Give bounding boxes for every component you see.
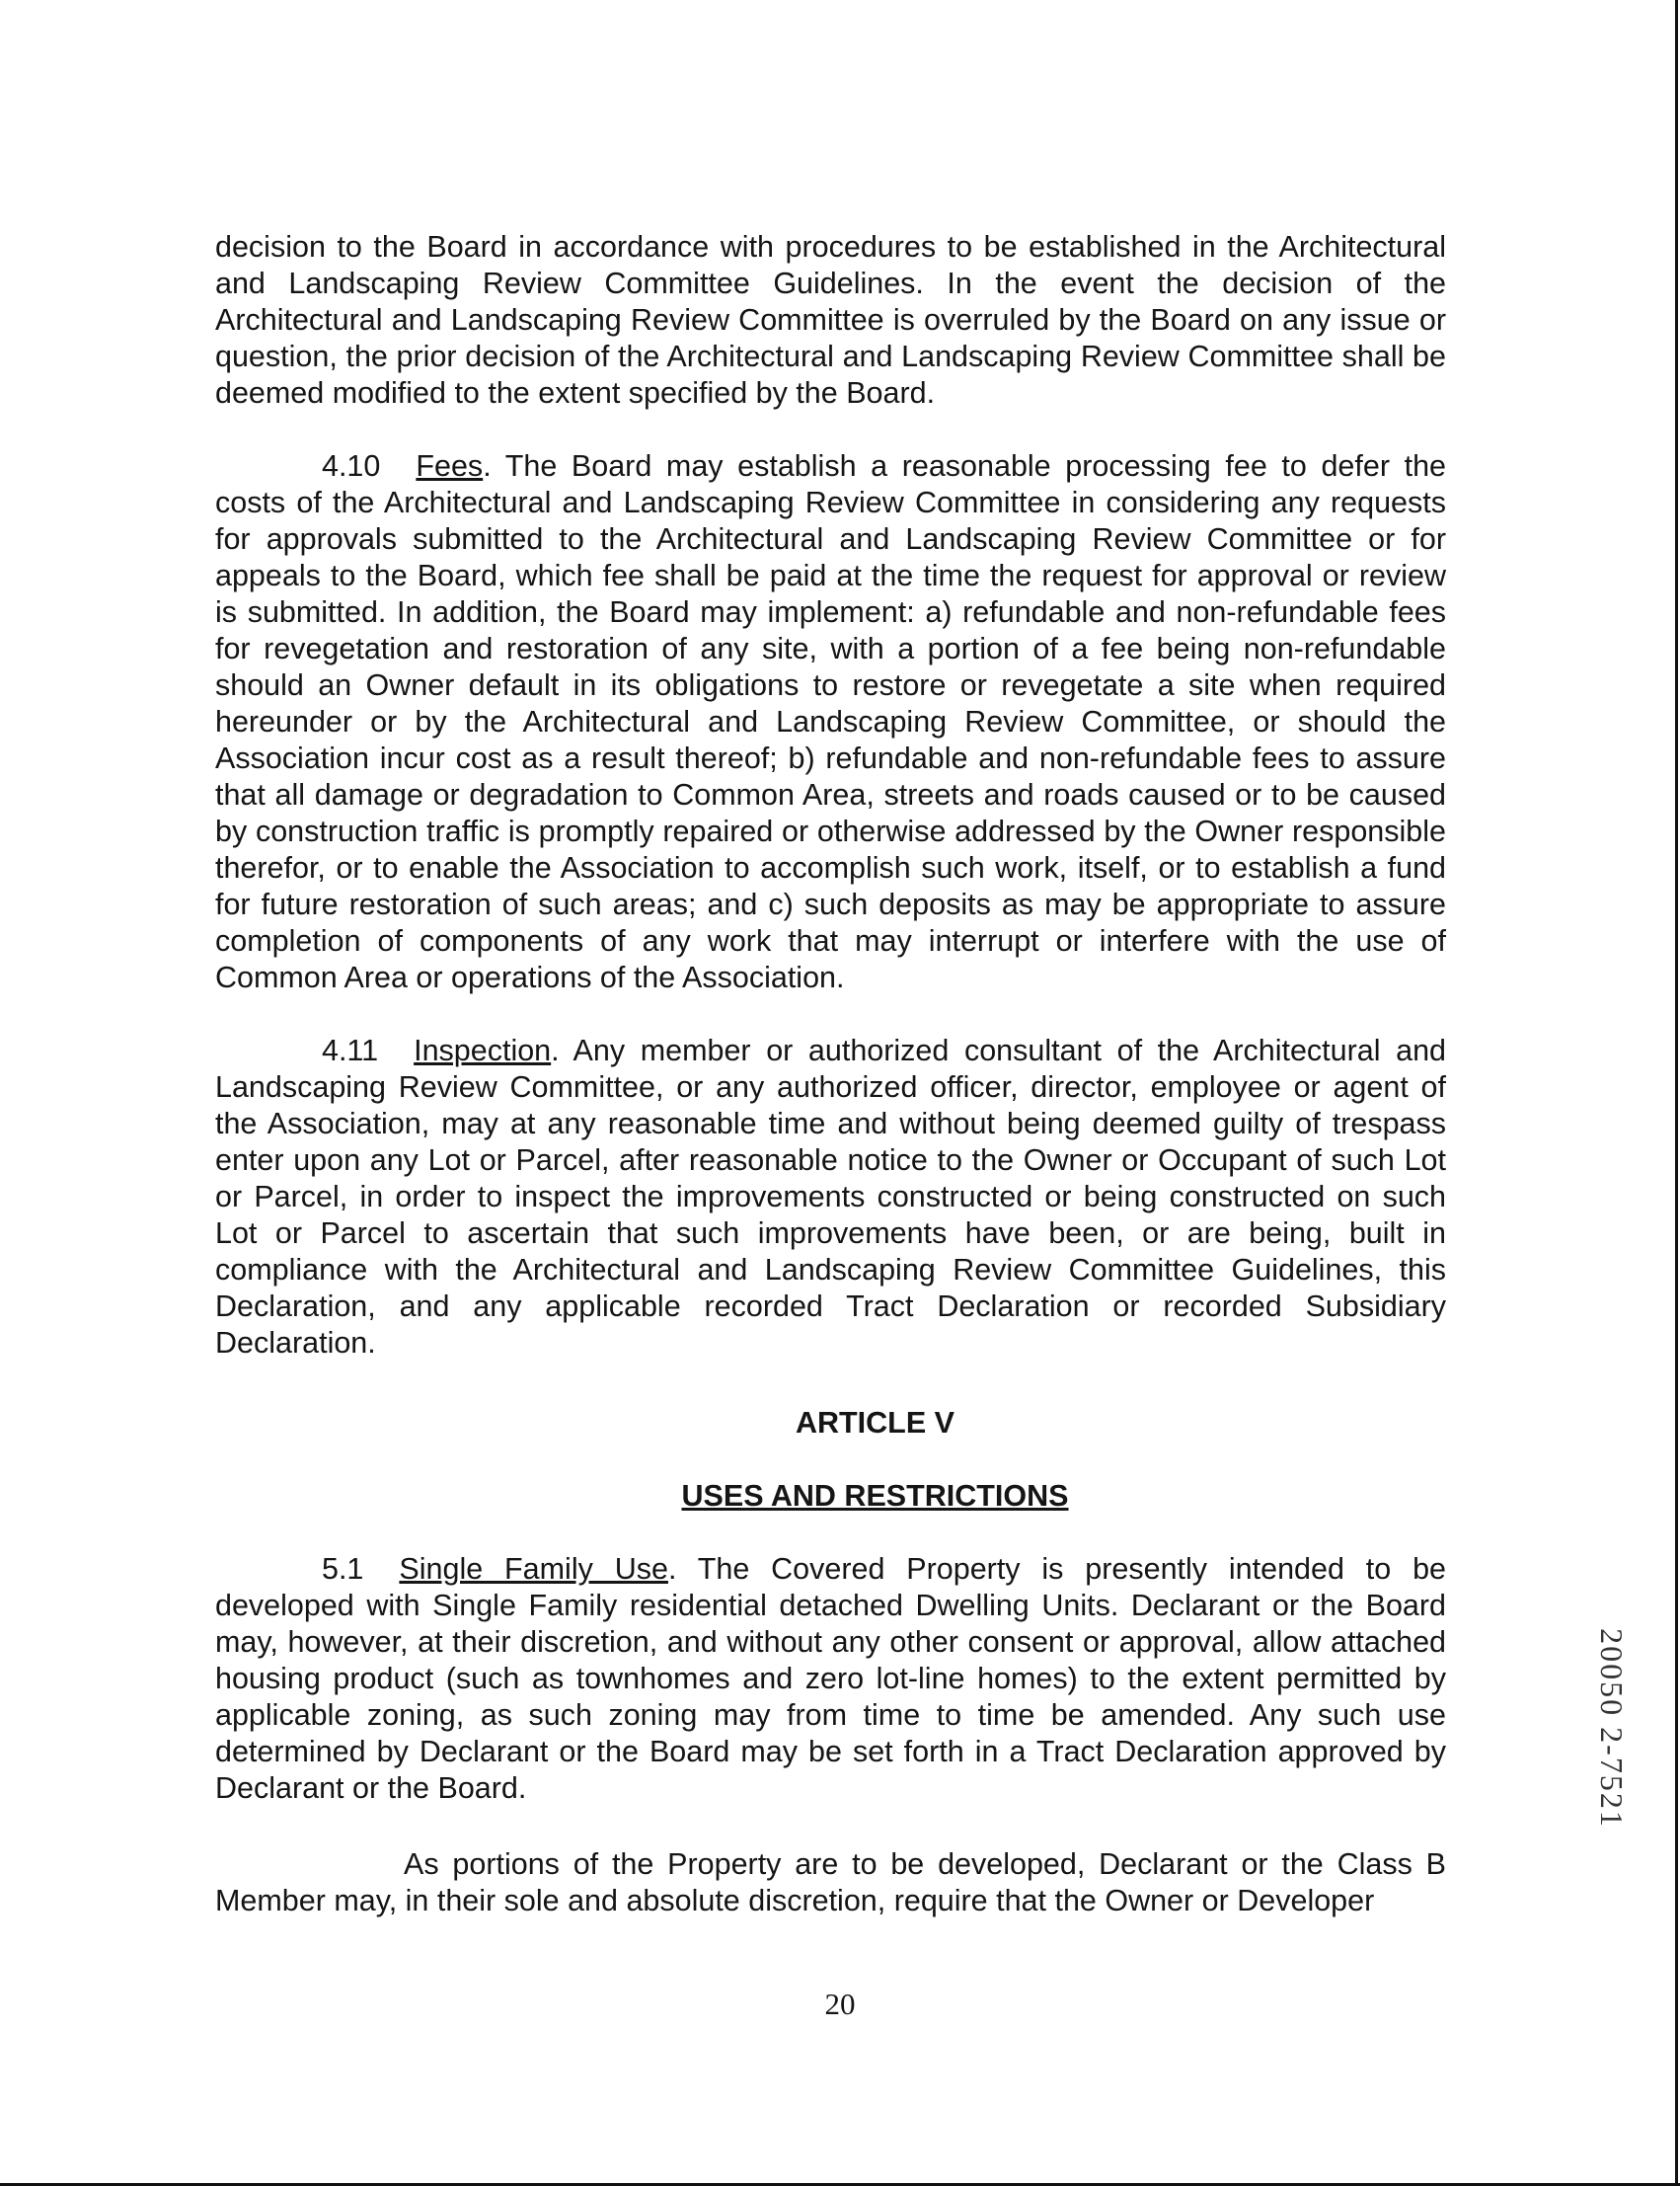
section-number: 4.11 xyxy=(322,1034,379,1067)
section-heading: Single Family Use xyxy=(399,1552,668,1586)
document-body xyxy=(215,229,1446,1919)
scan-right-border xyxy=(1675,0,1678,2186)
section-5-1 xyxy=(215,1551,1446,1807)
recording-stamp-text: 20050 2-7521 xyxy=(1593,1627,1630,1829)
section-body: . The Board may establish a reasonable processing fee to defer the costs of the Architectural and Landscaping Review Committee in considering any requests for approvals submitted to the Architectural and Landscaping Review Committee or for appeals to the Board, which fee shall be paid at the time the request for approval or review is submitted. In addition, the Board may implement: a) refundable and non-refundable fees for revegetation and restoration of any site, with a portion of a fee being non-refundable should an Owner default in its obligations to restore or revegetate a site when required hereunder or by the Architectural and Landscaping Review Committee, or should the Association incur cost as a result thereof; b) refundable and non-refundable fees to assure that all damage or degradation to Common Area, streets and roads caused or to be caused by construction traffic is promptly repaired or otherwise addressed by the Owner responsible therefor, or to enable the Association to accomplish such work, itself, or to establish a fund for future restoration of such areas; and c) such deposits as may be appropriate to assure completion of components of any work that may interrupt or interfere with the use of Common Area or operations of the Association. xyxy=(215,449,1446,994)
section-number: 5.1 xyxy=(322,1552,364,1586)
recording-stamp xyxy=(1593,1585,1630,1871)
section-4-10 xyxy=(215,448,1446,996)
section-heading: Fees xyxy=(416,449,484,483)
section-4-11 xyxy=(215,1033,1446,1362)
section-body: . Any member or authorized consultant of the Architectural and Landscaping Review Committee, or any authorized officer, director, employee or agent of the Association, may at any reasonable time and without being deemed guilty of trespass enter upon any Lot or Parcel, after reasonable notice to the Owner or Occupant of such Lot or Parcel, in order to inspect the improvements constructed or being constructed on such Lot or Parcel to ascertain that such improvements have been, or are being, built in compliance with the Architectural and Landscaping Review Committee Guidelines, this Declaration, and any applicable recorded Tract Declaration or recorded Subsidiary Declaration. xyxy=(215,1034,1446,1360)
article-title: USES AND RESTRICTIONS xyxy=(681,1479,1069,1513)
article-heading: ARTICLE V xyxy=(796,1406,955,1440)
section-number: 4.10 xyxy=(322,449,381,483)
opening-paragraph: decision to the Board in accordance with procedures to be established in the Architectural and Landscaping Review Committee Guidelines. In the event the decision of the Architectural and Landscaping Review Committee is overruled by the Board on any issue or question, the prior decision of the Architectural and Landscaping Review Committee shall be deemed modified to the extent specified by the Board. xyxy=(215,230,1446,410)
page-number: 20 xyxy=(824,1987,856,2021)
section-heading: Inspection xyxy=(414,1034,552,1067)
closing-paragraph: As portions of the Property are to be developed, Declarant or the Class B Member may, in their sole and absolute discretion, require that the Owner or Developer xyxy=(215,1847,1446,1917)
section-body: . The Covered Property is presently intended to be developed with Single Family residential detached Dwelling Units. Declarant or the Board may, however, at their discretion, and without any other consent or approval, allow attached housing product (such as townhomes and zero lot-line homes) to the extent permitted by applicable zoning, as such zoning may from time to time be amended. Any such use determined by Declarant or the Board may be set forth in a Tract Declaration approved by Declarant or the Board. xyxy=(215,1552,1446,1805)
